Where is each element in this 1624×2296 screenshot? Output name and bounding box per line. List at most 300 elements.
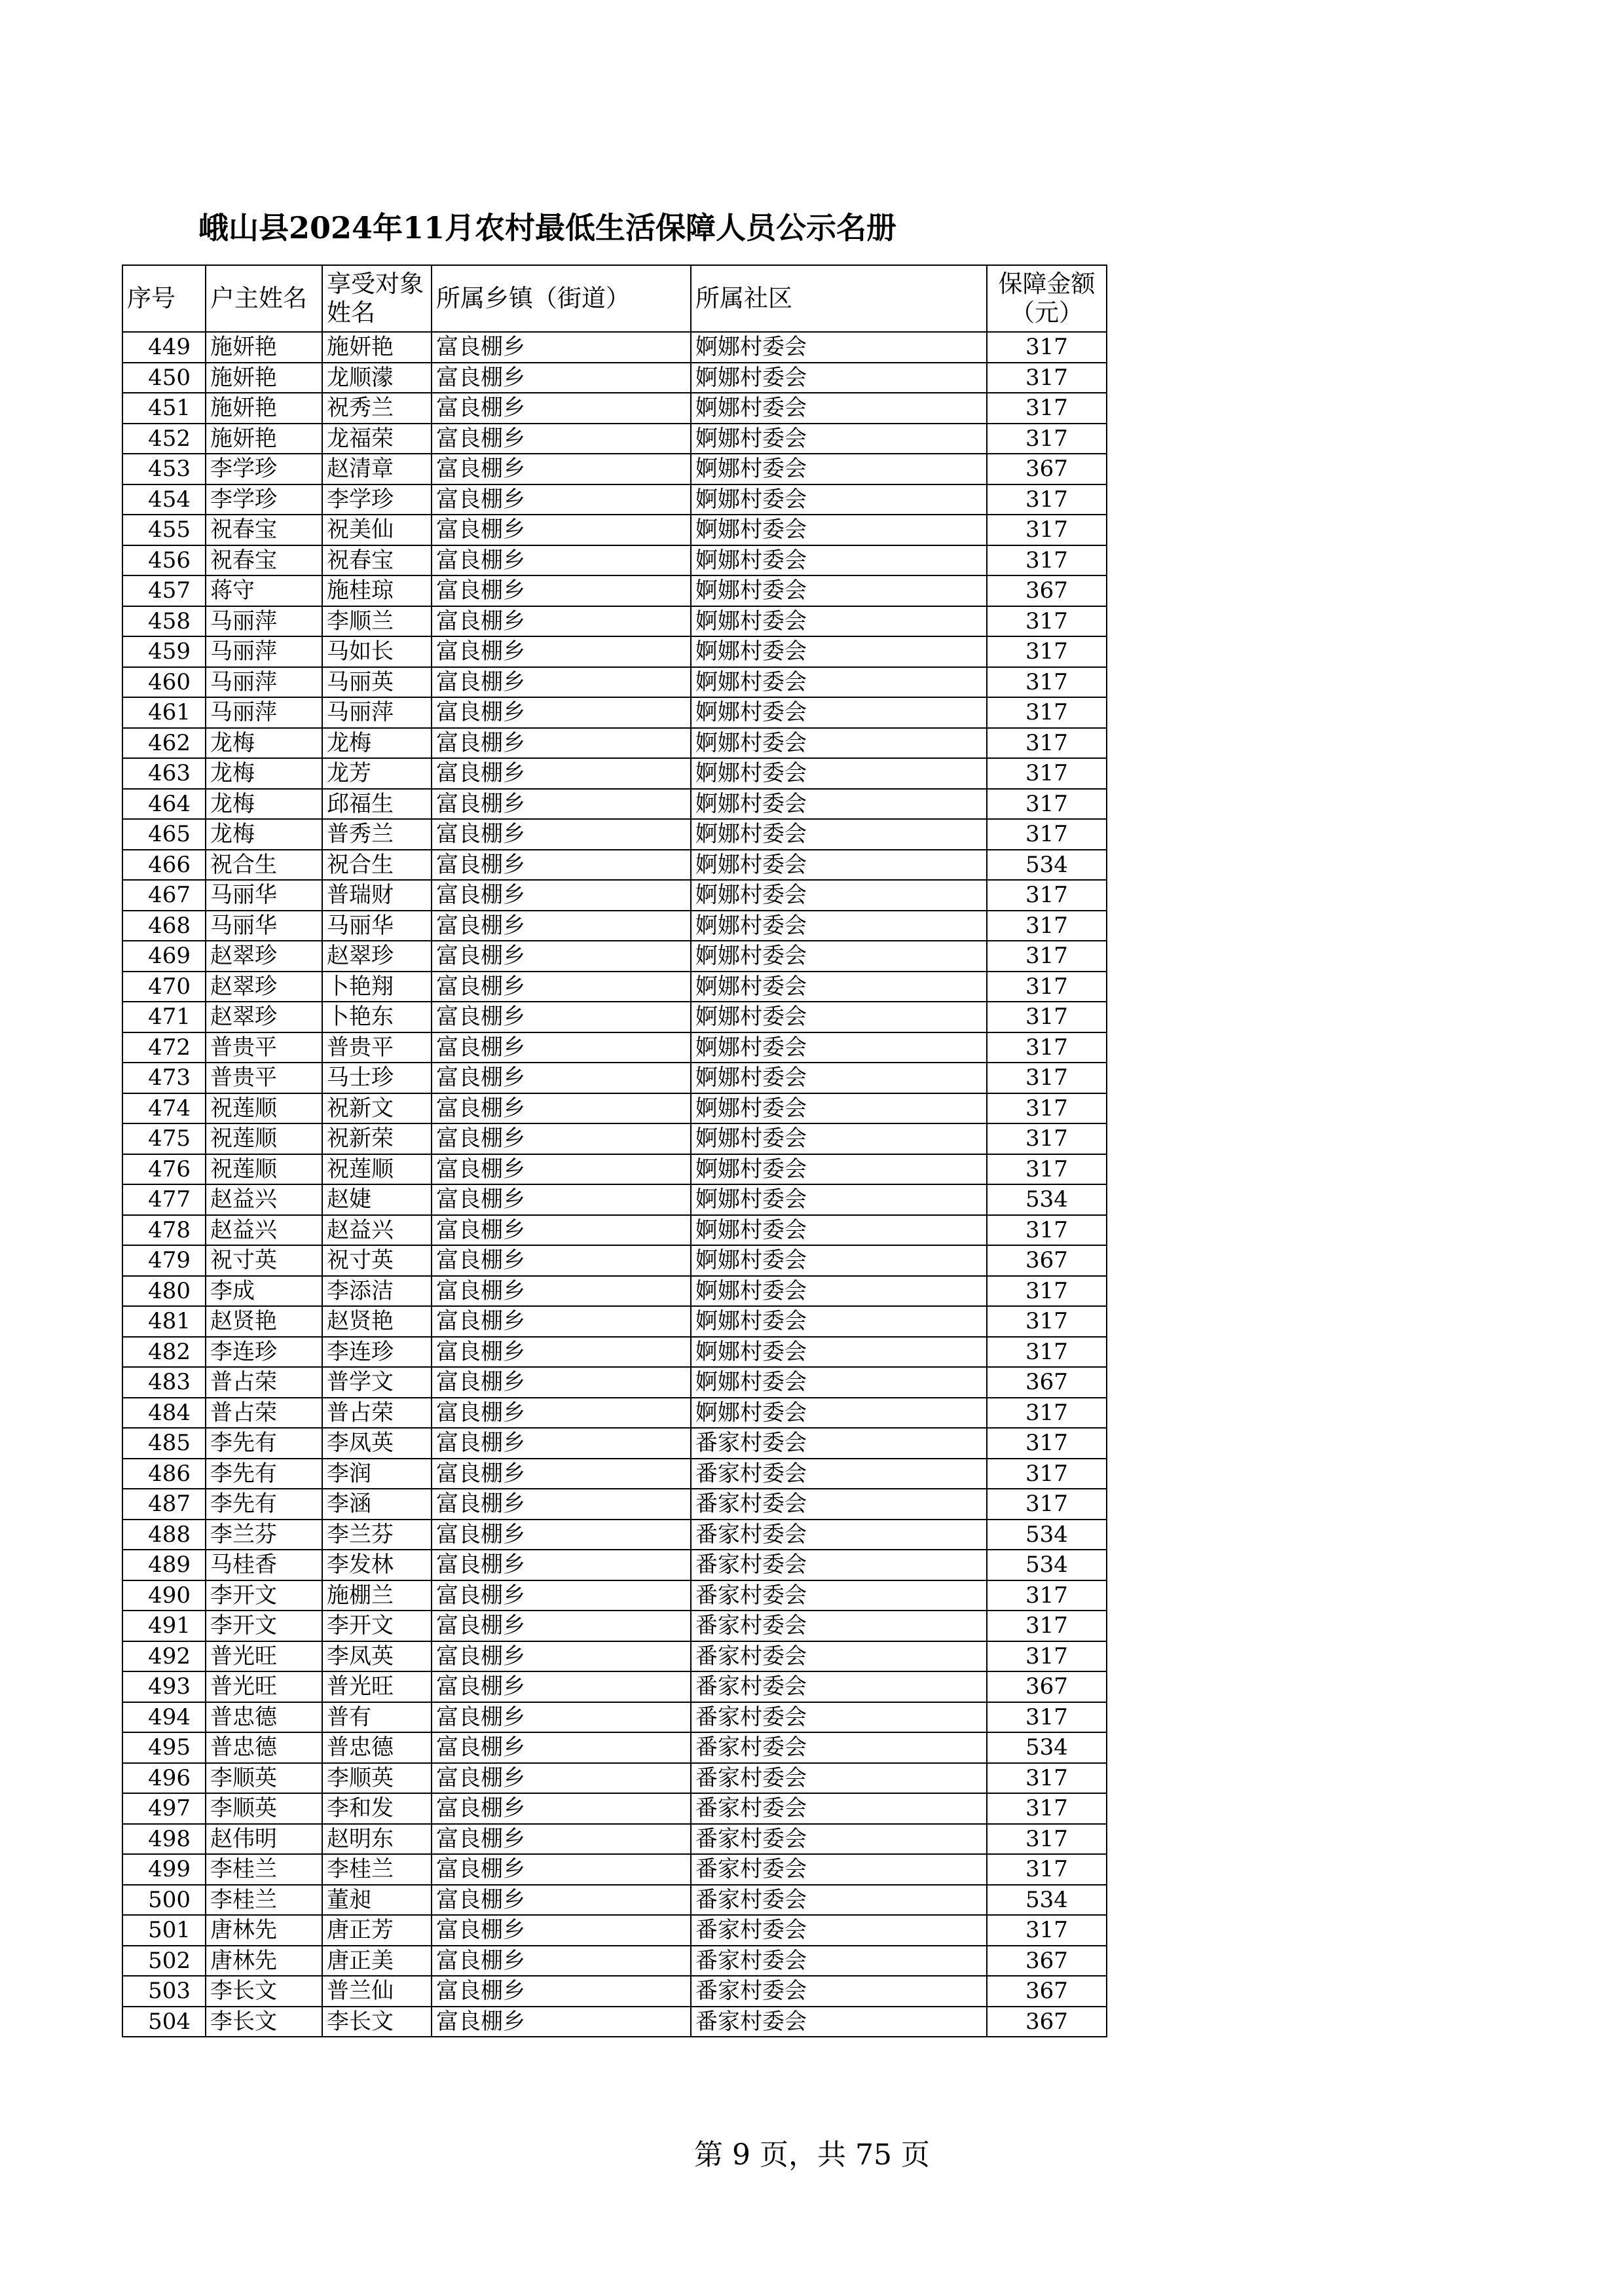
roster-table <box>122 264 1107 2037</box>
cell-head-name: 普贵平 <box>206 1032 322 1063</box>
cell-township: 富良棚乡 <box>432 1459 691 1489</box>
cell-seq: 472 <box>122 1032 206 1063</box>
cell-head-name: 李顺英 <box>206 1763 322 1794</box>
table-row <box>122 1732 1107 1763</box>
cell-township: 富良棚乡 <box>432 1184 691 1215</box>
cell-seq: 488 <box>122 1520 206 1550</box>
cell-amount: 367 <box>987 2007 1107 2037</box>
cell-amount: 317 <box>987 515 1107 545</box>
cell-community: 番家村委会 <box>691 2007 987 2037</box>
cell-amount: 317 <box>987 1123 1107 1154</box>
cell-amount: 317 <box>987 697 1107 728</box>
cell-township: 富良棚乡 <box>432 1245 691 1276</box>
table-header <box>122 265 1107 332</box>
cell-community: 婀娜村委会 <box>691 1093 987 1124</box>
cell-township: 富良棚乡 <box>432 758 691 789</box>
cell-seq: 490 <box>122 1580 206 1611</box>
cell-township: 富良棚乡 <box>432 636 691 667</box>
cell-amount: 317 <box>987 1824 1107 1855</box>
cell-seq: 483 <box>122 1367 206 1398</box>
cell-recipient-name: 李添洁 <box>322 1276 432 1307</box>
cell-township: 富良棚乡 <box>432 911 691 941</box>
cell-township: 富良棚乡 <box>432 1854 691 1885</box>
cell-seq: 452 <box>122 424 206 454</box>
cell-amount: 317 <box>987 1641 1107 1672</box>
cell-head-name: 祝春宝 <box>206 545 322 576</box>
cell-community: 番家村委会 <box>691 1763 987 1794</box>
cell-township: 富良棚乡 <box>432 789 691 820</box>
cell-recipient-name: 祝合生 <box>322 850 432 881</box>
cell-head-name: 普占荣 <box>206 1367 322 1398</box>
cell-head-name: 赵翠珍 <box>206 972 322 1002</box>
table-row <box>122 1002 1107 1032</box>
header-row <box>122 265 1107 332</box>
cell-township: 富良棚乡 <box>432 332 691 363</box>
cell-township: 富良棚乡 <box>432 1063 691 1093</box>
cell-seq: 479 <box>122 1245 206 1276</box>
cell-amount: 317 <box>987 545 1107 576</box>
table-row <box>122 1885 1107 1916</box>
cell-seq: 496 <box>122 1763 206 1794</box>
cell-community: 婀娜村委会 <box>691 606 987 637</box>
cell-recipient-name: 马士珍 <box>322 1063 432 1093</box>
cell-community: 婀娜村委会 <box>691 911 987 941</box>
cell-head-name: 李成 <box>206 1276 322 1307</box>
cell-amount: 317 <box>987 1793 1107 1824</box>
cell-head-name: 李兰芬 <box>206 1520 322 1550</box>
cell-township: 富良棚乡 <box>432 1367 691 1398</box>
cell-seq: 471 <box>122 1002 206 1032</box>
cell-seq: 482 <box>122 1337 206 1368</box>
cell-amount: 534 <box>987 1885 1107 1916</box>
cell-amount: 317 <box>987 1489 1107 1520</box>
header-township: 所属乡镇（街道） <box>432 265 691 332</box>
table-body <box>122 332 1107 2037</box>
cell-amount: 317 <box>987 1337 1107 1368</box>
cell-seq: 474 <box>122 1093 206 1124</box>
table-row <box>122 1550 1107 1580</box>
cell-township: 富良棚乡 <box>432 1976 691 2007</box>
cell-seq: 504 <box>122 2007 206 2037</box>
cell-head-name: 马丽萍 <box>206 667 322 698</box>
cell-township: 富良棚乡 <box>432 515 691 545</box>
cell-seq: 463 <box>122 758 206 789</box>
table-row <box>122 575 1107 606</box>
cell-township: 富良棚乡 <box>432 484 691 515</box>
table-row <box>122 424 1107 454</box>
cell-recipient-name: 唐正芳 <box>322 1915 432 1946</box>
cell-head-name: 李顺英 <box>206 1793 322 1824</box>
table-row <box>122 1793 1107 1824</box>
cell-seq: 489 <box>122 1550 206 1580</box>
cell-seq: 497 <box>122 1793 206 1824</box>
table-row <box>122 1763 1107 1794</box>
cell-community: 番家村委会 <box>691 1550 987 1580</box>
table-row <box>122 941 1107 972</box>
cell-seq: 499 <box>122 1854 206 1885</box>
table-row <box>122 454 1107 484</box>
table-row <box>122 363 1107 393</box>
cell-township: 富良棚乡 <box>432 1520 691 1550</box>
cell-recipient-name: 赵婕 <box>322 1184 432 1215</box>
cell-recipient-name: 李润 <box>322 1459 432 1489</box>
cell-seq: 484 <box>122 1398 206 1429</box>
cell-amount: 534 <box>987 1550 1107 1580</box>
table-row <box>122 972 1107 1002</box>
cell-township: 富良棚乡 <box>432 819 691 850</box>
cell-recipient-name: 赵贤艳 <box>322 1306 432 1337</box>
cell-township: 富良棚乡 <box>432 424 691 454</box>
cell-community: 婀娜村委会 <box>691 758 987 789</box>
header-head-name: 户主姓名 <box>206 265 322 332</box>
cell-township: 富良棚乡 <box>432 697 691 728</box>
cell-recipient-name: 普瑞财 <box>322 880 432 911</box>
cell-amount: 317 <box>987 758 1107 789</box>
cell-seq: 498 <box>122 1824 206 1855</box>
cell-amount: 317 <box>987 1002 1107 1032</box>
cell-township: 富良棚乡 <box>432 1276 691 1307</box>
table-row <box>122 1489 1107 1520</box>
cell-head-name: 赵益兴 <box>206 1184 322 1215</box>
cell-recipient-name: 赵清章 <box>322 454 432 484</box>
cell-head-name: 马丽华 <box>206 880 322 911</box>
cell-head-name: 祝合生 <box>206 850 322 881</box>
cell-amount: 317 <box>987 1854 1107 1885</box>
cell-township: 富良棚乡 <box>432 606 691 637</box>
cell-amount: 317 <box>987 606 1107 637</box>
table-row <box>122 1580 1107 1611</box>
cell-amount: 317 <box>987 880 1107 911</box>
cell-township: 富良棚乡 <box>432 1337 691 1368</box>
cell-township: 富良棚乡 <box>432 1824 691 1855</box>
cell-township: 富良棚乡 <box>432 1489 691 1520</box>
cell-amount: 317 <box>987 972 1107 1002</box>
cell-community: 婀娜村委会 <box>691 545 987 576</box>
cell-recipient-name: 普秀兰 <box>322 819 432 850</box>
cell-community: 婀娜村委会 <box>691 393 987 424</box>
cell-head-name: 龙梅 <box>206 728 322 759</box>
cell-township: 富良棚乡 <box>432 728 691 759</box>
cell-township: 富良棚乡 <box>432 850 691 881</box>
cell-community: 婀娜村委会 <box>691 1367 987 1398</box>
header-amount: 保障金额（元） <box>987 265 1107 332</box>
table-row <box>122 1276 1107 1307</box>
cell-township: 富良棚乡 <box>432 1550 691 1580</box>
table-row <box>122 484 1107 515</box>
cell-recipient-name: 施桂琼 <box>322 575 432 606</box>
cell-amount: 317 <box>987 1580 1107 1611</box>
cell-head-name: 马丽华 <box>206 911 322 941</box>
cell-seq: 461 <box>122 697 206 728</box>
cell-seq: 501 <box>122 1915 206 1946</box>
cell-recipient-name: 马如长 <box>322 636 432 667</box>
cell-recipient-name: 马丽英 <box>322 667 432 698</box>
cell-recipient-name: 赵明东 <box>322 1824 432 1855</box>
cell-township: 富良棚乡 <box>432 1885 691 1916</box>
cell-township: 富良棚乡 <box>432 1002 691 1032</box>
cell-township: 富良棚乡 <box>432 575 691 606</box>
cell-community: 番家村委会 <box>691 1854 987 1885</box>
cell-recipient-name: 普学文 <box>322 1367 432 1398</box>
cell-seq: 478 <box>122 1215 206 1246</box>
cell-seq: 449 <box>122 332 206 363</box>
cell-recipient-name: 李和发 <box>322 1793 432 1824</box>
cell-recipient-name: 普有 <box>322 1702 432 1733</box>
cell-recipient-name: 祝莲顺 <box>322 1154 432 1185</box>
cell-township: 富良棚乡 <box>432 1215 691 1246</box>
cell-township: 富良棚乡 <box>432 880 691 911</box>
cell-amount: 367 <box>987 1671 1107 1702</box>
cell-township: 富良棚乡 <box>432 363 691 393</box>
cell-community: 婀娜村委会 <box>691 972 987 1002</box>
cell-amount: 317 <box>987 363 1107 393</box>
table-row <box>122 1063 1107 1093</box>
cell-community: 番家村委会 <box>691 1732 987 1763</box>
cell-amount: 317 <box>987 911 1107 941</box>
cell-township: 富良棚乡 <box>432 1154 691 1185</box>
cell-township: 富良棚乡 <box>432 1306 691 1337</box>
cell-community: 番家村委会 <box>691 1915 987 1946</box>
cell-community: 婀娜村委会 <box>691 728 987 759</box>
cell-recipient-name: 李发林 <box>322 1550 432 1580</box>
cell-amount: 317 <box>987 1611 1107 1641</box>
cell-seq: 491 <box>122 1611 206 1641</box>
table-row <box>122 1337 1107 1368</box>
cell-amount: 534 <box>987 850 1107 881</box>
cell-recipient-name: 龙顺濛 <box>322 363 432 393</box>
cell-recipient-name: 马丽萍 <box>322 697 432 728</box>
cell-recipient-name: 祝新文 <box>322 1093 432 1124</box>
cell-township: 富良棚乡 <box>432 393 691 424</box>
table-row <box>122 819 1107 850</box>
page-title: 峨山县2024年11月农村最低生活保障人员公示名册 <box>198 210 897 246</box>
table-row <box>122 1215 1107 1246</box>
cell-amount: 534 <box>987 1184 1107 1215</box>
table-row <box>122 728 1107 759</box>
cell-seq: 481 <box>122 1306 206 1337</box>
cell-recipient-name: 李涵 <box>322 1489 432 1520</box>
cell-recipient-name: 董昶 <box>322 1885 432 1916</box>
cell-township: 富良棚乡 <box>432 1428 691 1459</box>
table-row <box>122 1824 1107 1855</box>
cell-seq: 450 <box>122 363 206 393</box>
table-row <box>122 1398 1107 1429</box>
cell-head-name: 李开文 <box>206 1580 322 1611</box>
page-footer: 第 9 页，共 75 页 <box>694 2138 930 2172</box>
cell-community: 番家村委会 <box>691 1641 987 1672</box>
cell-community: 婀娜村委会 <box>691 880 987 911</box>
cell-head-name: 马桂香 <box>206 1550 322 1580</box>
cell-head-name: 龙梅 <box>206 758 322 789</box>
cell-head-name: 普忠德 <box>206 1732 322 1763</box>
cell-recipient-name: 普兰仙 <box>322 1976 432 2007</box>
cell-head-name: 赵翠珍 <box>206 1002 322 1032</box>
table-row <box>122 1428 1107 1459</box>
cell-community: 婀娜村委会 <box>691 1184 987 1215</box>
cell-township: 富良棚乡 <box>432 545 691 576</box>
cell-community: 婀娜村委会 <box>691 789 987 820</box>
cell-seq: 464 <box>122 789 206 820</box>
cell-township: 富良棚乡 <box>432 972 691 1002</box>
cell-amount: 367 <box>987 1245 1107 1276</box>
cell-head-name: 李学珍 <box>206 484 322 515</box>
cell-seq: 462 <box>122 728 206 759</box>
cell-head-name: 蒋守 <box>206 575 322 606</box>
cell-head-name: 普忠德 <box>206 1702 322 1733</box>
cell-head-name: 李学珍 <box>206 454 322 484</box>
cell-community: 婀娜村委会 <box>691 1245 987 1276</box>
cell-township: 富良棚乡 <box>432 1793 691 1824</box>
cell-community: 婀娜村委会 <box>691 697 987 728</box>
cell-community: 婀娜村委会 <box>691 1002 987 1032</box>
cell-township: 富良棚乡 <box>432 1915 691 1946</box>
cell-community: 婀娜村委会 <box>691 941 987 972</box>
cell-recipient-name: 唐正美 <box>322 1946 432 1977</box>
cell-seq: 455 <box>122 515 206 545</box>
cell-head-name: 李先有 <box>206 1428 322 1459</box>
cell-township: 富良棚乡 <box>432 454 691 484</box>
cell-recipient-name: 李长文 <box>322 2007 432 2037</box>
cell-community: 婀娜村委会 <box>691 332 987 363</box>
cell-seq: 476 <box>122 1154 206 1185</box>
cell-township: 富良棚乡 <box>432 1580 691 1611</box>
cell-community: 婀娜村委会 <box>691 1276 987 1307</box>
cell-community: 番家村委会 <box>691 1580 987 1611</box>
cell-head-name: 祝莲顺 <box>206 1123 322 1154</box>
cell-head-name: 李桂兰 <box>206 1885 322 1916</box>
cell-recipient-name: 施妍艳 <box>322 332 432 363</box>
table-row <box>122 606 1107 637</box>
table-row <box>122 545 1107 576</box>
table-row <box>122 758 1107 789</box>
cell-seq: 454 <box>122 484 206 515</box>
cell-amount: 317 <box>987 636 1107 667</box>
cell-head-name: 祝莲顺 <box>206 1154 322 1185</box>
table-row <box>122 636 1107 667</box>
cell-recipient-name: 普光旺 <box>322 1671 432 1702</box>
table-row <box>122 1306 1107 1337</box>
cell-community: 婀娜村委会 <box>691 1063 987 1093</box>
cell-township: 富良棚乡 <box>432 2007 691 2037</box>
cell-seq: 480 <box>122 1276 206 1307</box>
header-community: 所属社区 <box>691 265 987 332</box>
cell-seq: 485 <box>122 1428 206 1459</box>
cell-head-name: 祝寸英 <box>206 1245 322 1276</box>
cell-head-name: 赵益兴 <box>206 1215 322 1246</box>
cell-recipient-name: 马丽华 <box>322 911 432 941</box>
cell-township: 富良棚乡 <box>432 1763 691 1794</box>
cell-community: 番家村委会 <box>691 1489 987 1520</box>
cell-seq: 468 <box>122 911 206 941</box>
cell-seq: 487 <box>122 1489 206 1520</box>
cell-community: 番家村委会 <box>691 1520 987 1550</box>
table-row <box>122 1946 1107 1977</box>
cell-head-name: 赵贤艳 <box>206 1306 322 1337</box>
cell-township: 富良棚乡 <box>432 1946 691 1977</box>
cell-head-name: 李连珍 <box>206 1337 322 1368</box>
table-row <box>122 697 1107 728</box>
table-row <box>122 1459 1107 1489</box>
cell-amount: 317 <box>987 1154 1107 1185</box>
cell-community: 婀娜村委会 <box>691 484 987 515</box>
cell-township: 富良棚乡 <box>432 1702 691 1733</box>
cell-seq: 473 <box>122 1063 206 1093</box>
cell-amount: 534 <box>987 1732 1107 1763</box>
cell-community: 番家村委会 <box>691 1428 987 1459</box>
cell-amount: 317 <box>987 1032 1107 1063</box>
cell-township: 富良棚乡 <box>432 1398 691 1429</box>
cell-recipient-name: 祝寸英 <box>322 1245 432 1276</box>
cell-amount: 317 <box>987 424 1107 454</box>
cell-seq: 503 <box>122 1976 206 2007</box>
cell-community: 婀娜村委会 <box>691 1123 987 1154</box>
cell-seq: 493 <box>122 1671 206 1702</box>
cell-recipient-name: 李桂兰 <box>322 1854 432 1885</box>
table-row <box>122 1184 1107 1215</box>
cell-community: 婀娜村委会 <box>691 667 987 698</box>
cell-amount: 317 <box>987 1398 1107 1429</box>
cell-head-name: 普光旺 <box>206 1671 322 1702</box>
cell-recipient-name: 龙梅 <box>322 728 432 759</box>
cell-seq: 470 <box>122 972 206 1002</box>
cell-amount: 317 <box>987 1428 1107 1459</box>
cell-community: 婀娜村委会 <box>691 1154 987 1185</box>
cell-recipient-name: 祝美仙 <box>322 515 432 545</box>
cell-amount: 317 <box>987 1306 1107 1337</box>
cell-recipient-name: 龙福荣 <box>322 424 432 454</box>
cell-head-name: 施妍艳 <box>206 424 322 454</box>
cell-recipient-name: 普忠德 <box>322 1732 432 1763</box>
table-row <box>122 667 1107 698</box>
cell-community: 番家村委会 <box>691 1946 987 1977</box>
cell-head-name: 施妍艳 <box>206 332 322 363</box>
table-row <box>122 1123 1107 1154</box>
cell-community: 婀娜村委会 <box>691 1306 987 1337</box>
cell-township: 富良棚乡 <box>432 1732 691 1763</box>
cell-recipient-name: 李凤英 <box>322 1641 432 1672</box>
cell-seq: 495 <box>122 1732 206 1763</box>
cell-amount: 534 <box>987 1520 1107 1550</box>
cell-community: 婀娜村委会 <box>691 363 987 393</box>
cell-community: 婀娜村委会 <box>691 424 987 454</box>
cell-head-name: 唐林先 <box>206 1946 322 1977</box>
cell-township: 富良棚乡 <box>432 1671 691 1702</box>
cell-recipient-name: 李凤英 <box>322 1428 432 1459</box>
cell-head-name: 施妍艳 <box>206 363 322 393</box>
cell-recipient-name: 祝新荣 <box>322 1123 432 1154</box>
table-row <box>122 850 1107 881</box>
cell-community: 婀娜村委会 <box>691 850 987 881</box>
cell-township: 富良棚乡 <box>432 1032 691 1063</box>
cell-community: 婀娜村委会 <box>691 636 987 667</box>
cell-township: 富良棚乡 <box>432 1611 691 1641</box>
cell-head-name: 赵翠珍 <box>206 941 322 972</box>
cell-recipient-name: 邱福生 <box>322 789 432 820</box>
cell-amount: 317 <box>987 1093 1107 1124</box>
cell-head-name: 施妍艳 <box>206 393 322 424</box>
cell-amount: 317 <box>987 393 1107 424</box>
cell-head-name: 普贵平 <box>206 1063 322 1093</box>
cell-head-name: 李长文 <box>206 1976 322 2007</box>
cell-amount: 317 <box>987 1215 1107 1246</box>
cell-amount: 367 <box>987 575 1107 606</box>
cell-recipient-name: 祝秀兰 <box>322 393 432 424</box>
cell-head-name: 李桂兰 <box>206 1854 322 1885</box>
cell-amount: 367 <box>987 454 1107 484</box>
cell-recipient-name: 普贵平 <box>322 1032 432 1063</box>
table-row <box>122 1367 1107 1398</box>
cell-amount: 317 <box>987 728 1107 759</box>
